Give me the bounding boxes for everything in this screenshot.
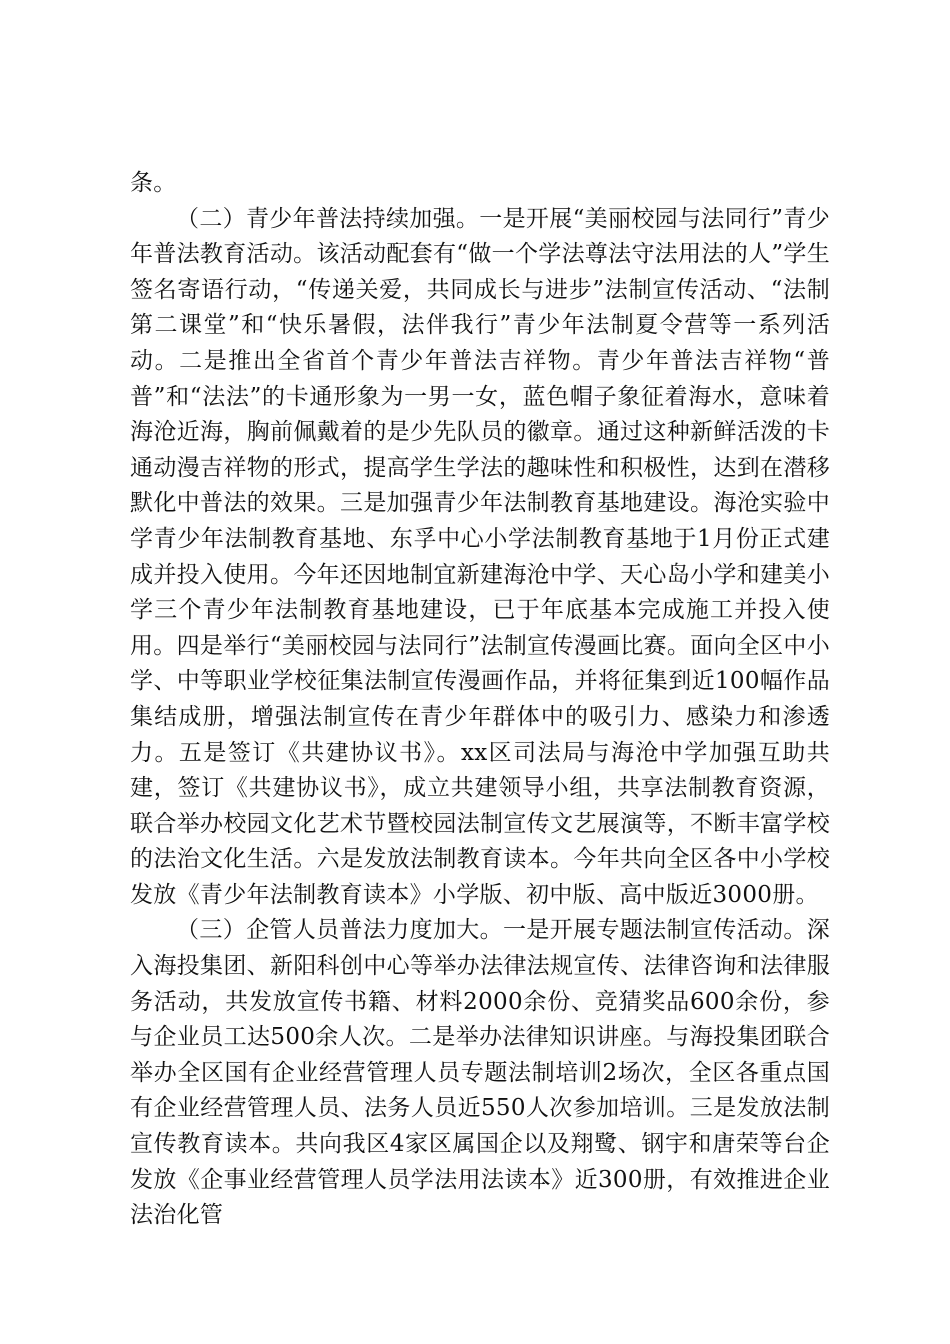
document-body	[130, 166, 830, 1234]
paragraph-enterprise-legal-education: （三）企管人员普法力度加大。一是开展专题法制宣传活动。深入海投集团、新阳科创中心等举办法律法规宣传、法律咨询和法律服务活动，共发放宣传书籍、材料2000余份、竞猜奖品600余份，参与企业员工达500余人次。二是举办法律知识讲座。与海投集团联合举办全区国有企业经营管理人员专题法制培训2场次，全区各重点国有企业经营管理人员、法务人员近550人次参加培训。三是发放法制宣传教育读本。共向我区4家区属国企以及翔鹭、钢宇和唐荣等台企发放《企事业经营管理人员学法用法读本》近300册，有效推进企业法治化管	[130, 917, 830, 1229]
paragraph-continuation: 条。	[130, 170, 177, 196]
paragraph-youth-legal-education: （二）青少年普法持续加强。一是开展“美丽校园与法同行”青少年普法教育活动。该活动配套有“做一个学法尊法守法用法的人”学生签名寄语行动，“传递关爱，共同成长与进步”法制宣传活动、“法制第二课堂”和“快乐暑假，法伴我行”青少年法制夏令营等一系列活动。二是推出全省首个青少年普法吉祥物。青少年普法吉祥物“普普”和“法法”的卡通形象为一男一女，蓝色帽子象征着海水，意味着海沧近海，胸前佩戴着的是少先队员的徽章。通过这种新鲜活泼的卡通动漫吉祥物的形式，提高学生学法的趣味性和积极性，达到在潜移默化中普法的效果。三是加强青少年法制教育基地建设。海沧实验中学青少年法制教育基地、东孚中心小学法制教育基地于1月份正式建成并投入使用。今年还因地制宜新建海沧中学、天心岛小学和建美小学三个青少年法制教育基地建设，已于年底基本完成施工并投入使用。四是举行“美丽校园与法同行”法制宣传漫画比赛。面向全区中小学、中等职业学校征集法制宣传漫画作品，并将征集到近100幅作品集结成册，增强法制宣传在青少年群体中的吸引力、感染力和渗透力。五是签订《共建协议书》。xx区司法局与海沧中学加强互助共建，签订《共建协议书》，成立共建领导小组，共享法制教育资源，联合举办校园文化艺术节暨校园法制宣传文艺展演等，不断丰富学校的法治文化生活。六是发放法制教育读本。今年共向全区各中小学校发放《青少年法制教育读本》小学版、初中版、高中版近3000册。	[130, 205, 830, 908]
